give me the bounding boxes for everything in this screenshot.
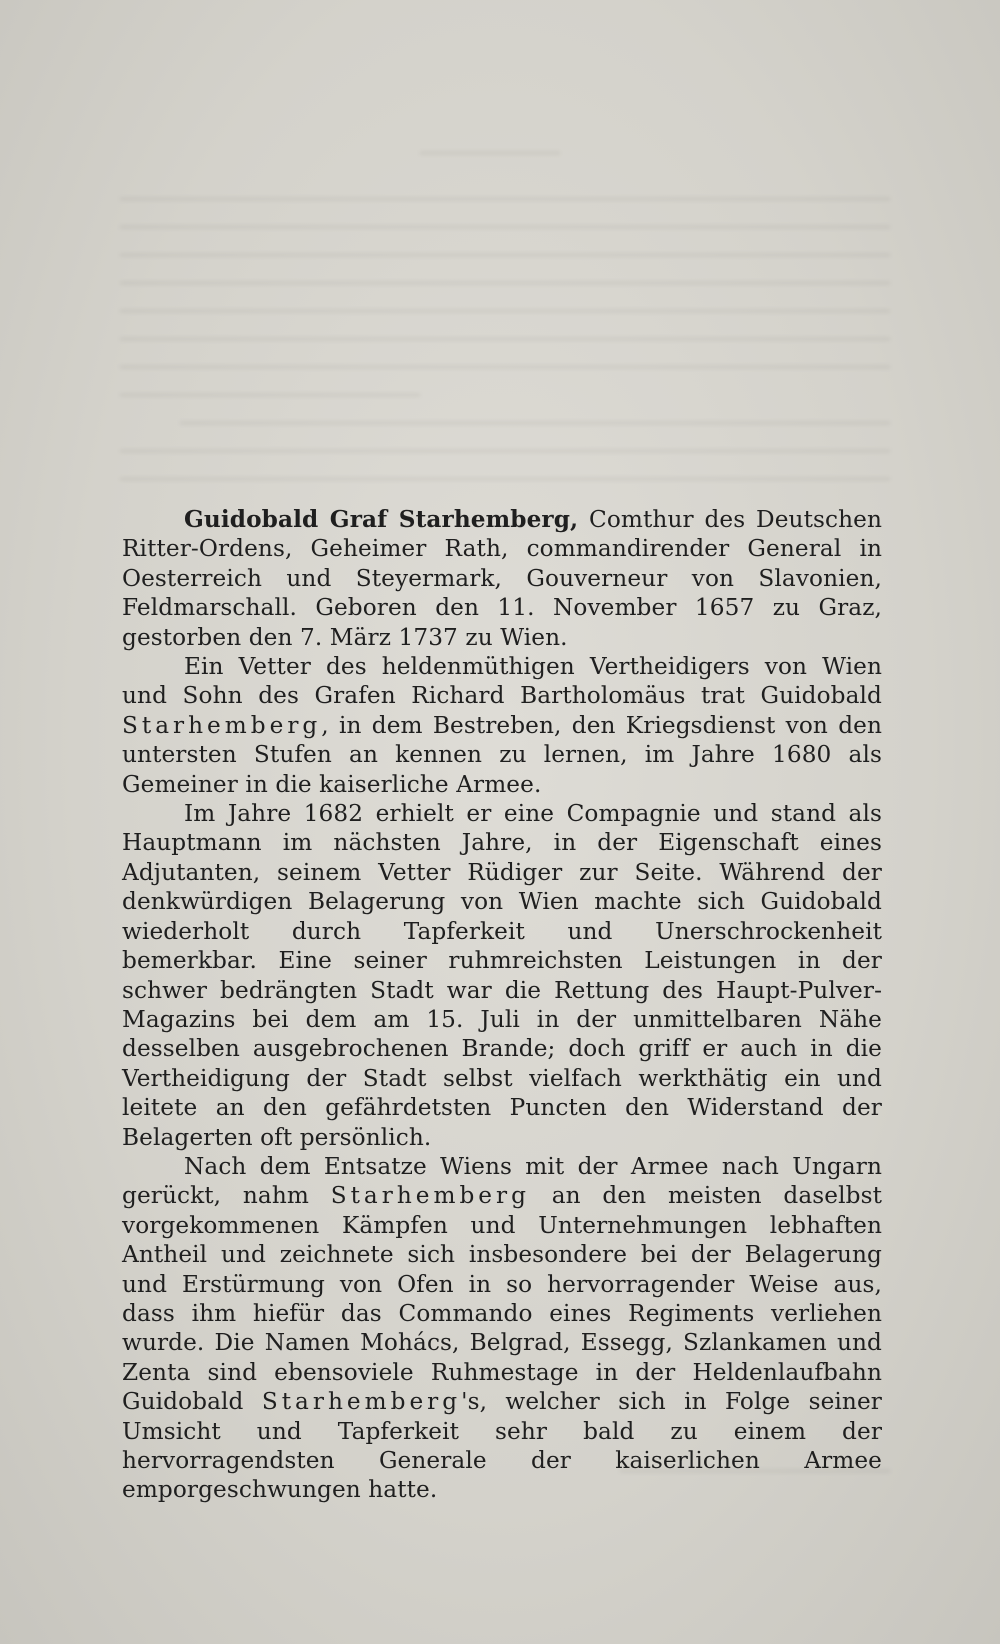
biography-header-text: Comthur des Deutschen Ritter-Ordens, Geheimer Rath, commandirender General in Oesterreich und Steyermark, Gouverneur von Slavonien, Feldmarschall. Geboren den 11. November 1657 zu Graz, gestorben den 7. März 1737 zu Wien.	[122, 506, 882, 651]
paragraph-early-career	[122, 652, 882, 799]
paragraph-siege-of-vienna	[122, 799, 882, 1152]
siege-text: Im Jahre 1682 erhielt er eine Compagnie und stand als Hauptmann im nächsten Jahre, in der Eigenschaft eines Adjutanten, seinem Vetter Rüdiger zur Seite. Während der denkwürdigen Belagerung von Wien machte sich Guidobald wiederholt durch Tapferkeit und Unerschrockenheit bemerkbar. Eine seiner ruhmreichsten Leistungen in der schwer bedrängten Stadt war die Rettung des Haupt-Pulver-Magazins bei dem am 15. Juli in der unmittelbaren Nähe desselben ausgebrochenen Brande; doch griff er auch in die Vertheidigung der Stadt selbst vielfach werkthätig ein und leitete an den gefährdetsten Puncten den Widerstand der Belagerten oft persönlich.	[122, 800, 882, 1151]
hungary-text-c: 's, welcher sich in Folge seiner Umsicht und Tapferkeit sehr bald zu einem der hervorragendsten Generale der kaiserlichen Armee emporgeschwungen hatte.	[122, 1388, 882, 1504]
paragraph-hungary-campaign	[122, 1152, 882, 1505]
spaced-name: Starhemberg	[122, 711, 322, 739]
early-career-text-a: Ein Vetter des heldenmüthigen Vertheidigers von Wien und Sohn des Grafen Richard Bartholomäus trat Guidobald	[122, 653, 882, 710]
hungary-text-a: Nach dem Entsatze Wiens mit der Armee nach Ungarn gerückt, nahm	[122, 1152, 882, 1210]
hungary-text-b: an den meisten daselbst vorgekommenen Kämpfen und Unternehmungen lebhaften Antheil und zeichnete sich insbesondere bei der Belagerung und Erstürmung von Ofen in so hervorragender Weise aus, dass ihm hiefür das Commando eines Regiments verliehen wurde. Die Namen Mohács, Belgrad, Essegg, Szlankamen und Zenta sind ebensoviele Ruhmestage in der Heldenlaufbahn Guidobald	[122, 1182, 882, 1416]
person-name: Guidobald Graf Starhemberg,	[184, 506, 579, 533]
paragraph-biography-header	[122, 505, 882, 652]
article-body	[122, 505, 882, 1505]
early-career-text-b: , in dem Bestreben, den Kriegsdienst von den untersten Stufen an kennen zu lernen, im Jahre 1680 als Gemeiner in die kaiserliche Armee.	[122, 711, 882, 798]
spaced-name: Starhemberg	[330, 1182, 530, 1210]
spaced-name: Starhemberg	[261, 1388, 462, 1416]
